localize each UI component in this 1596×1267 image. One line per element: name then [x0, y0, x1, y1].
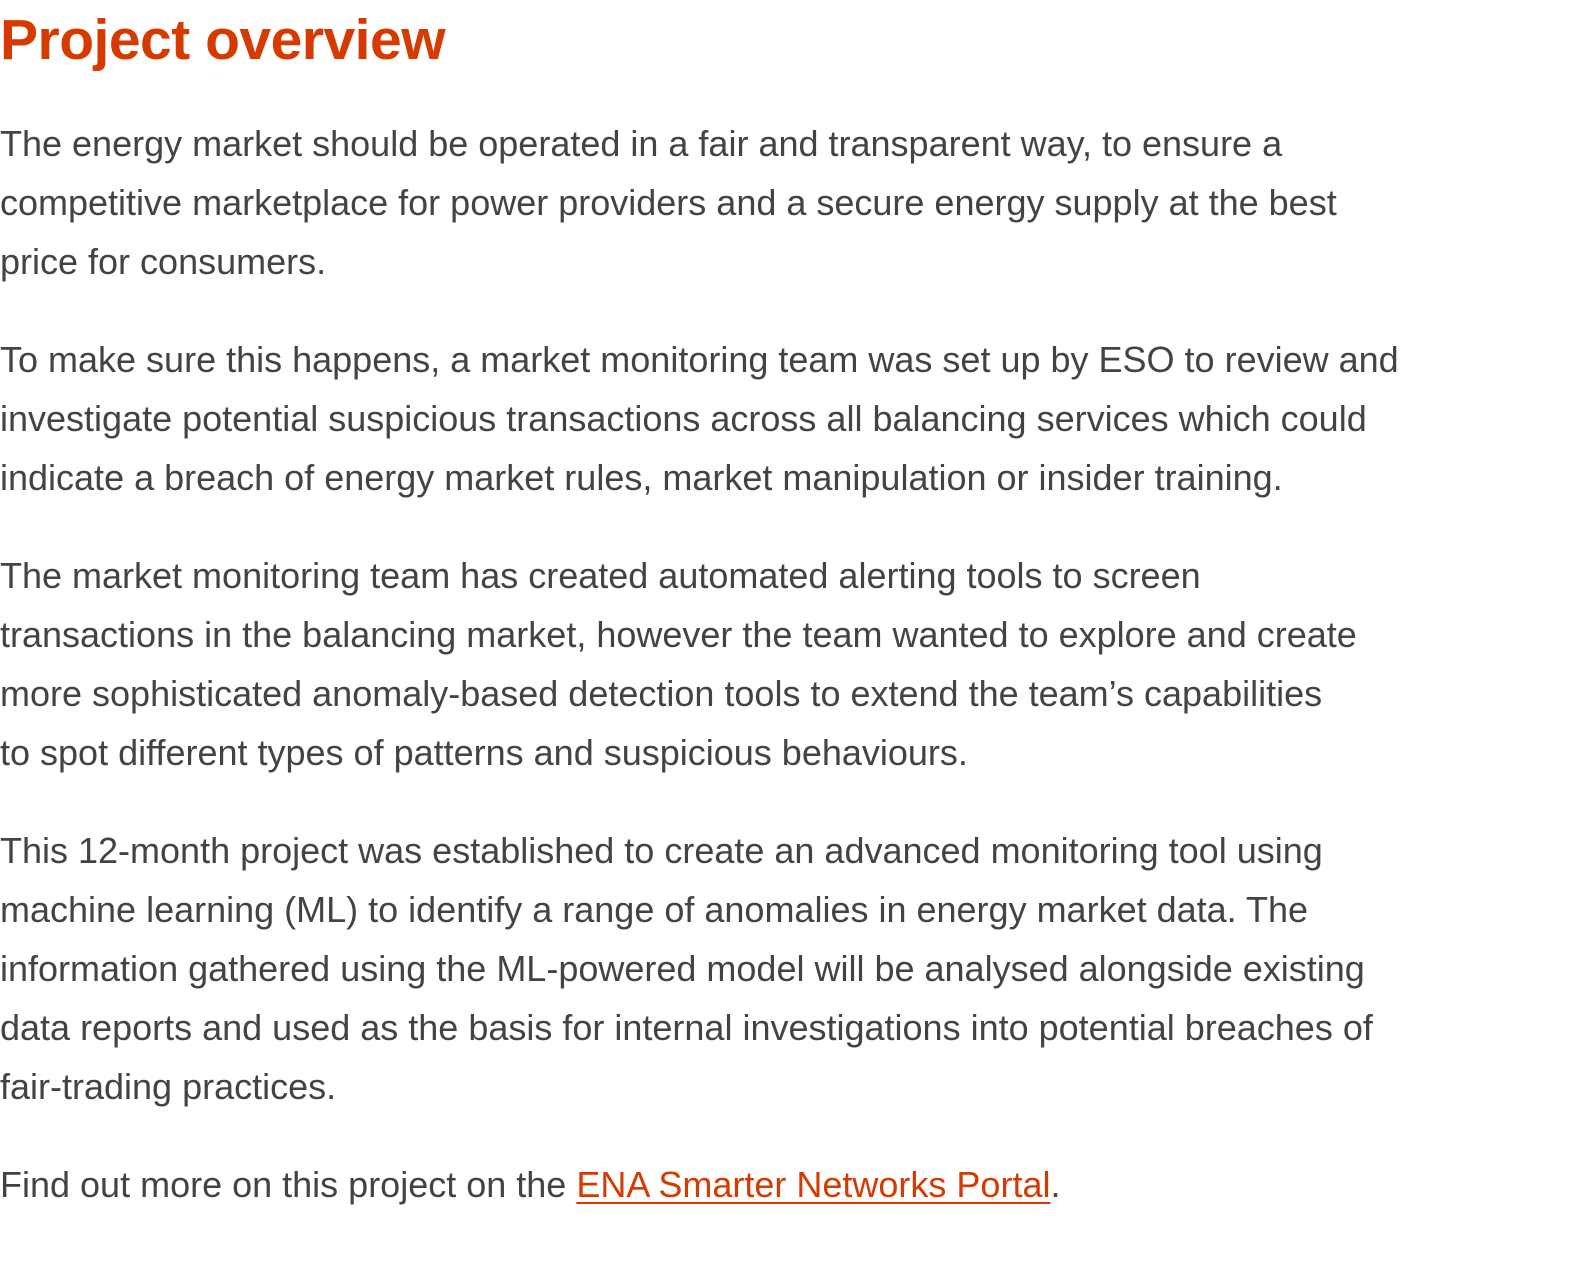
text-line: data reports and used as the basis for internal investigations into potential breaches of — [0, 1007, 1373, 1048]
text-line: to spot different types of patterns and suspicious behaviours. — [0, 732, 968, 773]
paragraph-find-out-more — [0, 1155, 1596, 1214]
text-line: To make sure this happens, a market monitoring team was set up by ESO to review and — [0, 339, 1399, 380]
paragraph-alerting-tools — [0, 546, 1596, 782]
page-title: Project overview — [0, 8, 446, 72]
text-line: more sophisticated anomaly-based detection tools to extend the team’s capabilities — [0, 673, 1323, 714]
text-line: price for consumers. — [0, 241, 327, 282]
find-out-more-suffix: . — [1050, 1164, 1061, 1205]
text-line: The market monitoring team has created automated alerting tools to screen — [0, 555, 1201, 596]
article-body — [0, 114, 1596, 1253]
text-line: The energy market should be operated in a fair and transparent way, to ensure a — [0, 123, 1283, 164]
paragraph-project — [0, 821, 1596, 1116]
text-line: machine learning (ML) to identify a range of anomalies in energy market data. The — [0, 889, 1309, 930]
text-line: This 12-month project was established to create an advanced monitoring tool using — [0, 830, 1323, 871]
paragraph-monitoring-team — [0, 330, 1596, 507]
text-line: indicate a breach of energy market rules, market manipulation or insider training. — [0, 457, 1283, 498]
text-line: investigate potential suspicious transactions across all balancing services which could — [0, 398, 1367, 439]
text-line: information gathered using the ML-powered model will be analysed alongside existing — [0, 948, 1365, 989]
text-line: competitive marketplace for power providers and a secure energy supply at the best — [0, 182, 1337, 223]
paragraph-intro — [0, 114, 1596, 291]
text-line: transactions in the balancing market, however the team wanted to explore and create — [0, 614, 1357, 655]
text-line: fair-trading practices. — [0, 1066, 337, 1107]
find-out-more-text: Find out more on this project on the — [0, 1164, 577, 1205]
ena-portal-link[interactable]: ENA Smarter Networks Portal — [576, 1164, 1051, 1205]
